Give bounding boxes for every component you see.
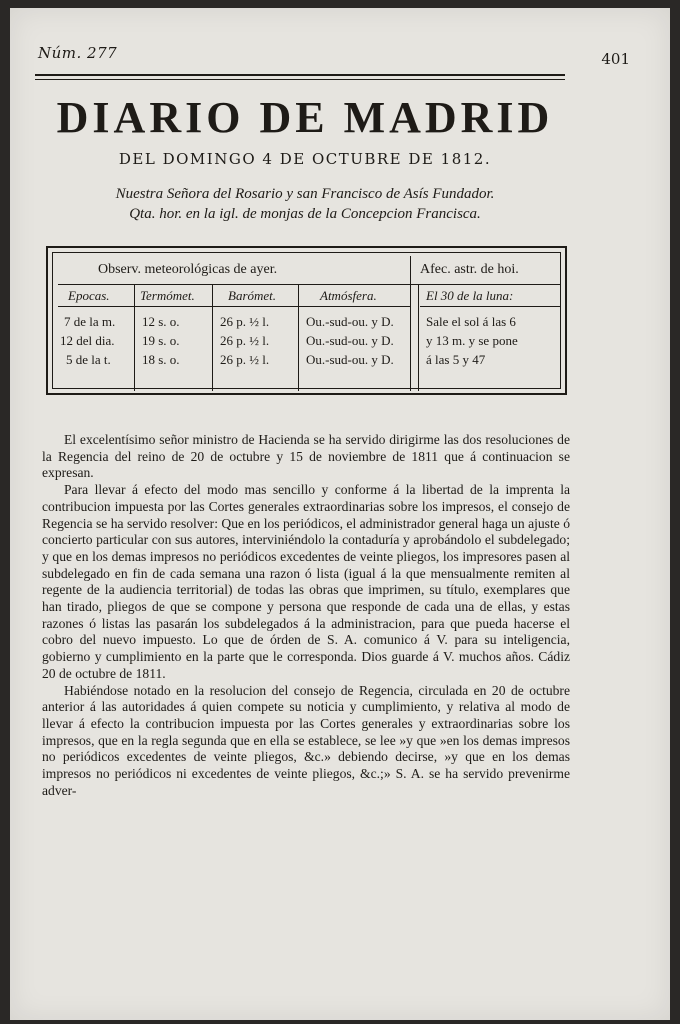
header-rule-top [35,74,565,76]
row3-astro: á las 5 y 47 [426,352,486,367]
row2-thermo: 19 s. o. [142,333,180,348]
article-body [42,432,570,799]
saints-line-2: Qta. hor. en la igl. de monjas de la Concepcion Francisca. [129,206,481,222]
row1-baro: 26 p. ½ l. [220,314,270,329]
row1-astro: Sale el sol á las 6 [426,314,516,329]
saints-line-1: Nuestra Señora del Rosario y san Francisco de Asís Fundador. [115,186,495,202]
row1-epoch: 7 de la m. [64,314,116,329]
row3-epoch: 5 de la t. [66,352,111,367]
col-header-thermo: Termómet. [140,288,195,303]
divider-1 [134,284,135,391]
divider-4 [418,284,419,391]
weather-title: Observ. meteorológicas de ayer. [98,262,278,277]
masthead-title: DIARIO DE MADRID [56,93,554,142]
divider-3 [298,284,299,391]
row3-thermo: 18 s. o. [142,352,180,367]
column-header-rule [58,306,410,307]
row1-atmos: Ou.-sud-ou. y D. [306,314,394,329]
col-header-atmos: Atmósfera. [320,288,377,303]
paragraph-2: Para llevar á efecto del modo mas sencillo y conforme á la libertad de la imprenta la contribucion impuesta por las Cortes generales extraordinarias sobre los impresos, el consejo de Regencia se ha servido resolver: Que en los periódicos, el administrador general haga un ajuste ó concierto particular con sus autores, interviniéndolo la contaduría y aprobándolo el subdelegado; y que en los demas impresos no periódicos excedentes de veinte pliegos, los impresores pasen al subdelegado en fin de cada semana una razon ó lista (igual á la que mensualmente remiten al regente de la audiencia territorial) de todas las obras que imprimen, su título, exemplares que han tirado, pliegos de que se compone y persona que responde de cada una de ellas, y estas razones ó listas las pasarán los subdelegados á la administracion, para que pueda hacerse el cobro del nuevo impuesto. Lo que de órden de S. A. comunico á V. para su inteligencia, gobierno y cumplimiento en la parte que le corresponda. Dios guarde á V. muchos años. Cádiz 20 de octubre de 1811. [42,482,570,681]
row2-atmos: Ou.-sud-ou. y D. [306,333,394,348]
issue-number: Núm. 277 [38,44,118,62]
row1-thermo: 12 s. o. [142,314,180,329]
astro-header-rule [420,306,560,307]
astro-title: Afec. astr. de hoi. [420,262,519,277]
col-header-astro: El 30 de la luna: [426,288,514,303]
paragraph-1: El excelentísimo señor ministro de Hacienda se ha servido dirigirme las dos resoluciones de la Regencia del reino de 20 de octubre y 15 de noviembre de 1811 que á continuacion se expresan. [42,432,570,481]
row2-epoch: 12 del dia. [60,333,115,348]
paragraph-3: Habiéndose notado en la resolucion del consejo de Regencia, circulada en 20 de octubre anterior á las autoridades á quien compete su noticia y cumplimiento, y relativa al modo de llevar á efecto la contribucion impuesta por las Cortes generales y extraordinarias sobre los impresos, que en la regla segunda que en ella se establece, se lee »y que »en los demas impresos no periódicos excedentes de veinte pliegos, &c.» debiendo decirse, »y que en los demas impresos no periódicos ni excedentes de veinte pliegos, &c.;» S. A. se ha servido prevenirme adver- [42,682,570,798]
row3-atmos: Ou.-sud-ou. y D. [306,352,394,367]
divider-2 [212,284,213,391]
col-header-baro: Barómet. [228,288,277,303]
divider-main [410,256,411,391]
weather-table [46,246,567,395]
col-header-epoch: Epocas. [68,288,110,303]
row2-baro: 26 p. ½ l. [220,333,270,348]
dateline: DEL DOMINGO 4 DE OCTUBRE DE 1812. [118,150,492,168]
page-number: 401 [601,50,630,68]
header-rule-thin [35,79,565,80]
newspaper-page [10,8,670,1020]
row3-baro: 26 p. ½ l. [220,352,270,367]
row2-astro: y 13 m. y se pone [426,333,518,348]
